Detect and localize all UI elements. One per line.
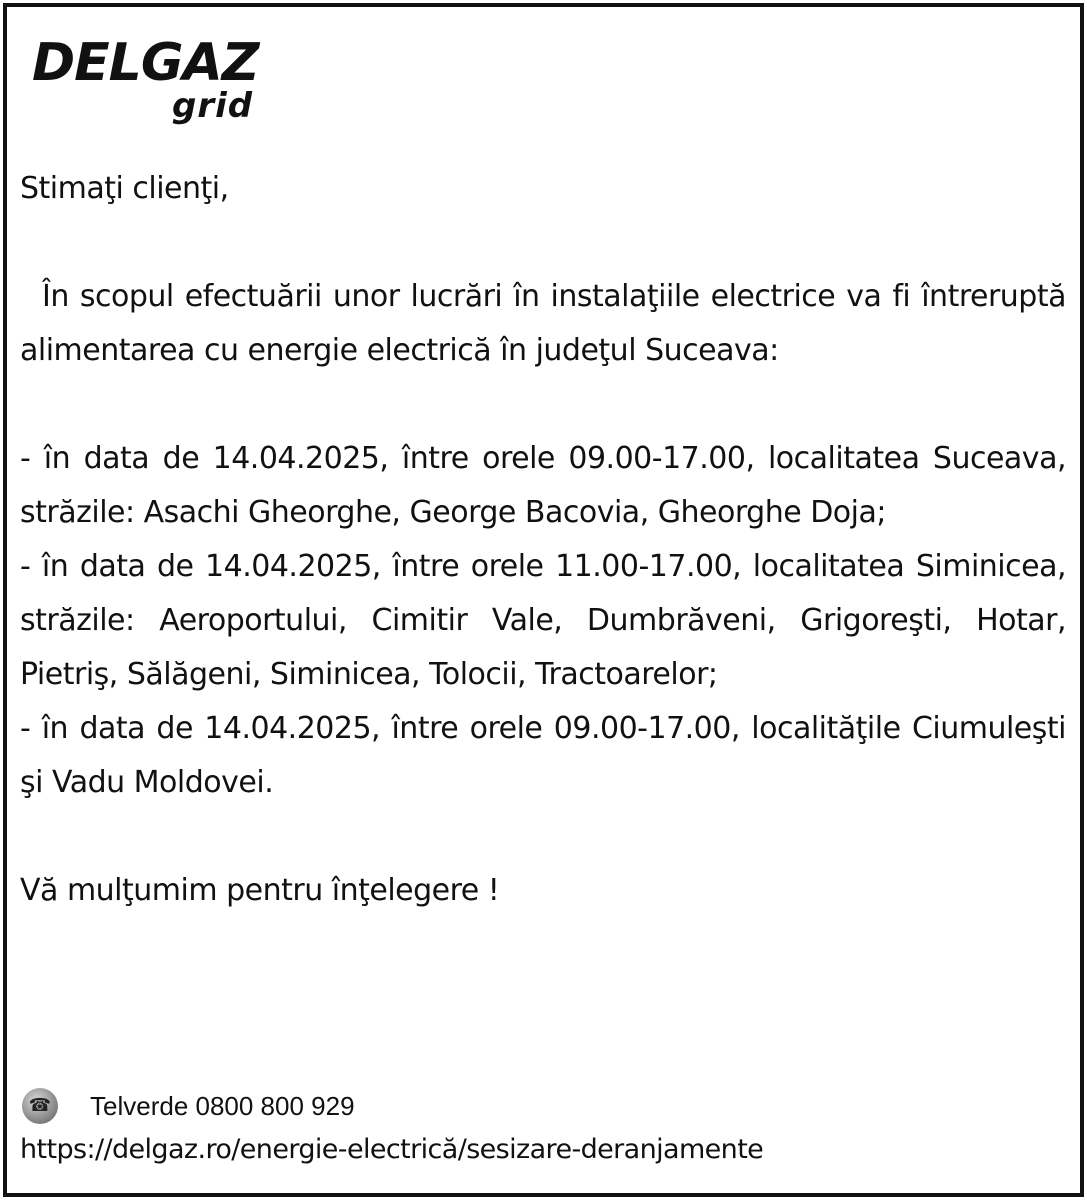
- outage-item-3: - în data de 14.04.2025, între orele 09.00-17.00, localităţile Ciumuleşti şi Vadu Moldovei.: [20, 711, 1066, 800]
- outage-item-2: - în data de 14.04.2025, între orele 11.00-17.00, localitatea Siminicea, străzile: Aeroportului, Cimitir Vale, Dumbrăveni, Grigoreşti, Hotar, Pietriş, Sălăgeni, Siminicea, Tolocii, Tractoarelor;: [20, 549, 1066, 692]
- thanks-line: Vă mulţumim pentru înţelegere !: [20, 873, 500, 908]
- logo-sub-text: grid: [172, 86, 254, 126]
- delgaz-grid-logo: [32, 33, 272, 128]
- phone-icon: ☎: [22, 1088, 58, 1124]
- greeting: Stimaţi clienţi,: [20, 171, 229, 206]
- support-url[interactable]: https://delgaz.ro/energie-electrică/sesizare-deranjamente: [20, 1134, 764, 1165]
- logo-main-text: DELGAZ: [32, 33, 259, 93]
- contact-line: [20, 1084, 1060, 1134]
- phone-number: Telverde 0800 800 929: [90, 1091, 355, 1121]
- outage-item-1: - în data de 14.04.2025, între orele 09.00-17.00, localitatea Suceava, străzile: Asachi Gheorghe, George Bacovia, Gheorghe Doja;: [20, 441, 1066, 530]
- notice-body: [20, 162, 1066, 918]
- intro-paragraph: În scopul efectuării unor lucrări în instalaţiile electrice va fi întreruptă alimentarea cu energie electrică în judeţul Suceava:: [20, 279, 1066, 368]
